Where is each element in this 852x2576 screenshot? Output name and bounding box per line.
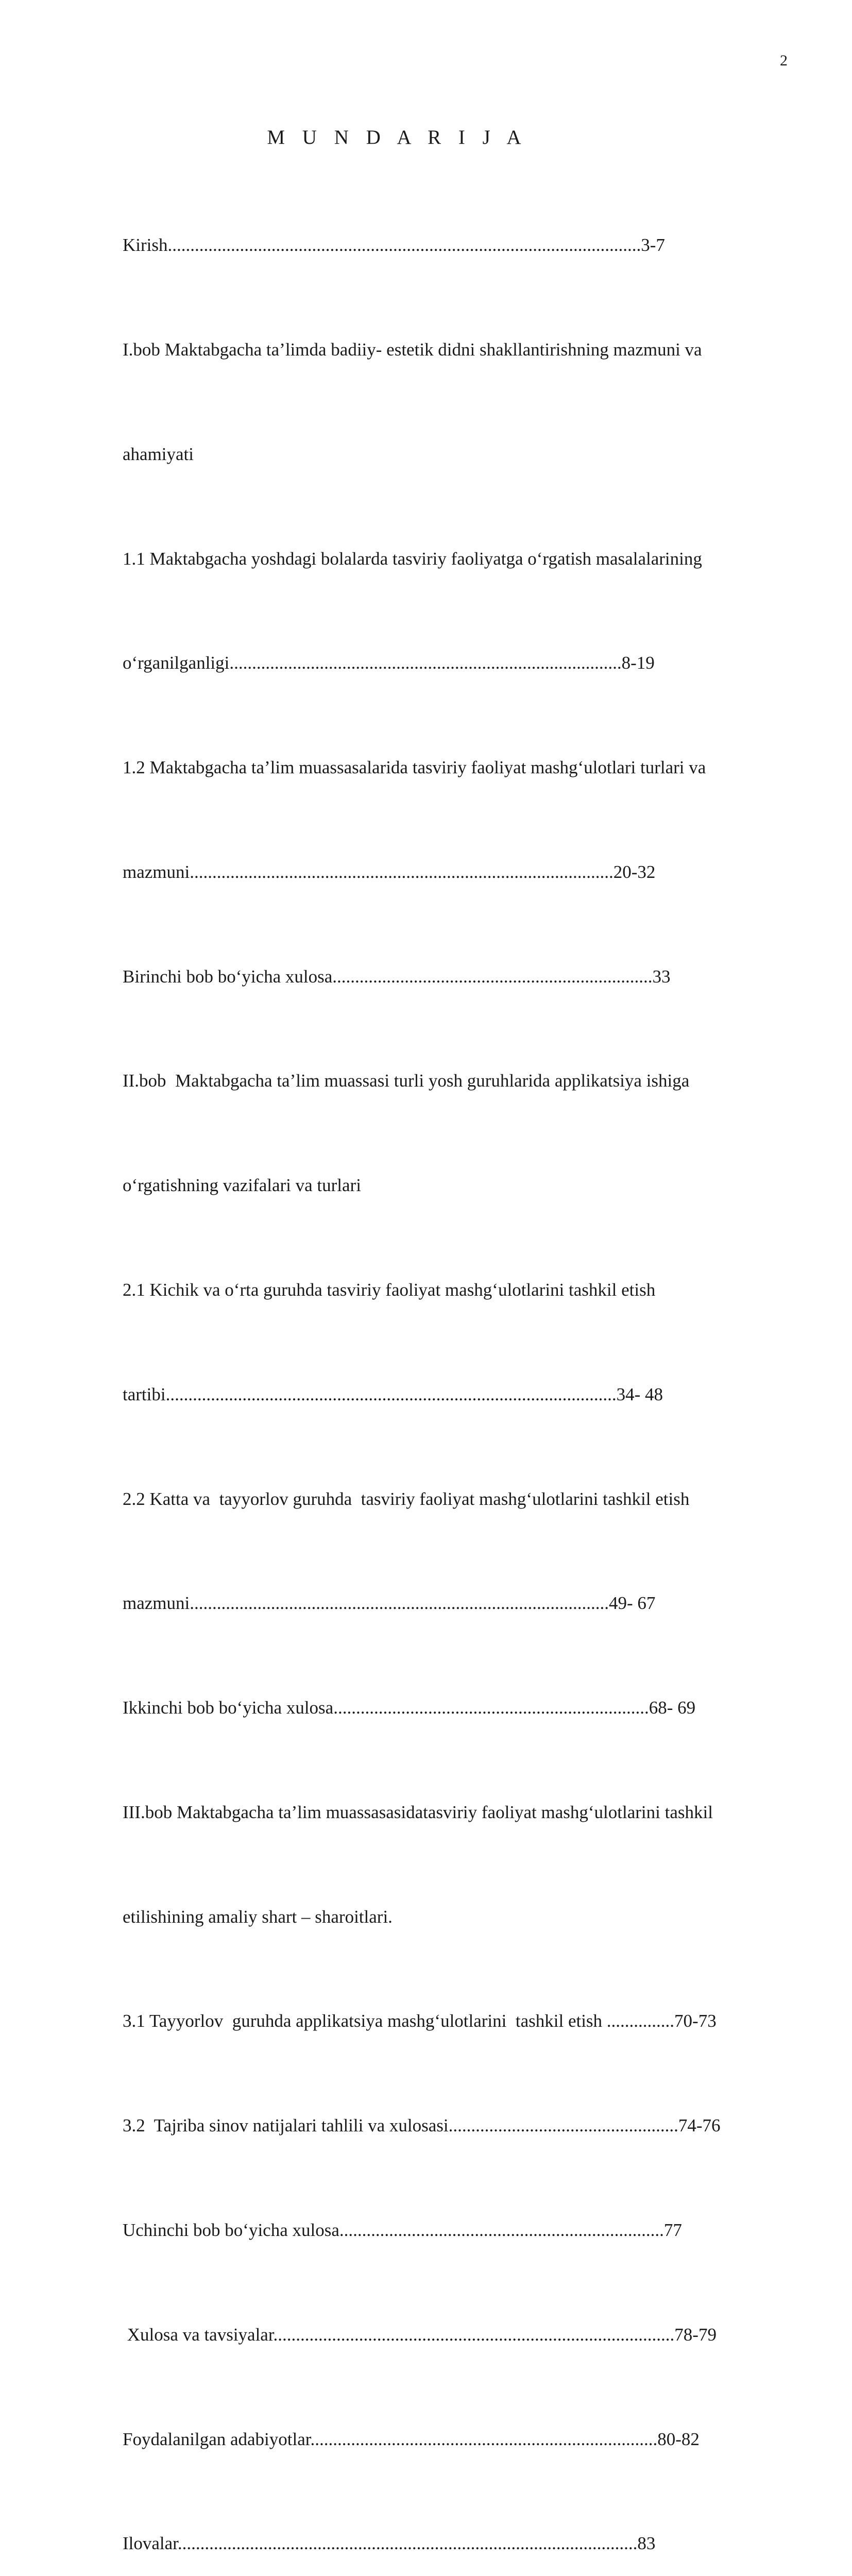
toc-entry-section-3-2: 3.2 Tajriba sinov natijalari tahlili va xulosasi...................................................74-76 [123,2115,721,2136]
toc-entry-section-3-1: 3.1 Tayyorlov guruhda applikatsiya mashg‘ulotlarini tashkil etish ...............70-73 [123,2011,717,2031]
page-number: 2 [780,52,788,69]
toc-entry-section-2-2: 2.2 Katta va tayyorlov guruhda tasviriy faoliyat mashg‘ulotlarini tashkil etish [123,1488,690,1509]
toc-entry-chapter-3-cont: etilishining amaliy shart – sharoitlari. [123,1906,393,1927]
toc-entry-section-1-1: 1.1 Maktabgacha yoshdagi bolalarda tasviriy faoliyatga o‘rgatish masalalarining [123,548,702,569]
toc-entry-chapter-1-cont: ahamiyati [123,444,194,464]
toc-entry-chapter-2-cont: o‘rgatishning vazifalari va turlari [123,1175,361,1196]
toc-entry-chapter-2: II.bob Maktabgacha ta’lim muassasi turli yosh guruhlarida applikatsiya ishiga [123,1071,690,1091]
toc-entry-chapter-2-conclusion: Ikkinchi bob bo‘yicha xulosa......................................................................68- 69 [123,1698,696,1718]
toc-entry-chapter-1-conclusion: Birinchi bob bo‘yicha xulosa.......................................................................33 [123,966,671,987]
table-of-contents [123,158,721,2576]
toc-entry-references: Foydalanilgan adabiyotlar.............................................................................80-82 [123,2429,700,2449]
toc-entry-section-2-1: 2.1 Kichik va o‘rta guruhda tasviriy faoliyat mashg‘ulotlarini tashkil etish [123,1280,656,1300]
toc-entry-section-1-2-cont: mazmuni..............................................................................................20-32 [123,861,656,882]
toc-title: M U N D A R I J A [267,126,527,148]
toc-entry-section-2-2-cont: mazmuni.............................................................................................49- 67 [123,1593,656,1614]
toc-entry-section-2-1-cont: tartibi....................................................................................................34- 48 [123,1384,663,1404]
toc-entry-chapter-1: I.bob Maktabgacha ta’limda badiiy- estetik didni shakllantirishning mazmuni va [123,339,702,360]
toc-entry-kirish: Kirish.........................................................................................................3-7 [123,235,665,256]
toc-entry-chapter-3-conclusion: Uchinchi bob bo‘yicha xulosa........................................................................77 [123,2220,682,2241]
toc-entry-appendices: Ilovalar......................................................................................................83 [123,2533,656,2554]
toc-entry-chapter-3: III.bob Maktabgacha ta’lim muassasasidatasviriy faoliyat mashg‘ulotlarini tashkil [123,1802,713,1822]
toc-entry-section-1-2: 1.2 Maktabgacha ta’lim muassasalarida tasviriy faoliyat mashg‘ulotlari turlari va [123,757,706,778]
toc-entry-section-1-1-cont: o‘rganilganligi.......................................................................................8-19 [123,653,655,673]
toc-entry-conclusions: Xulosa va tavsiyalar.........................................................................................78-79 [123,2324,717,2345]
